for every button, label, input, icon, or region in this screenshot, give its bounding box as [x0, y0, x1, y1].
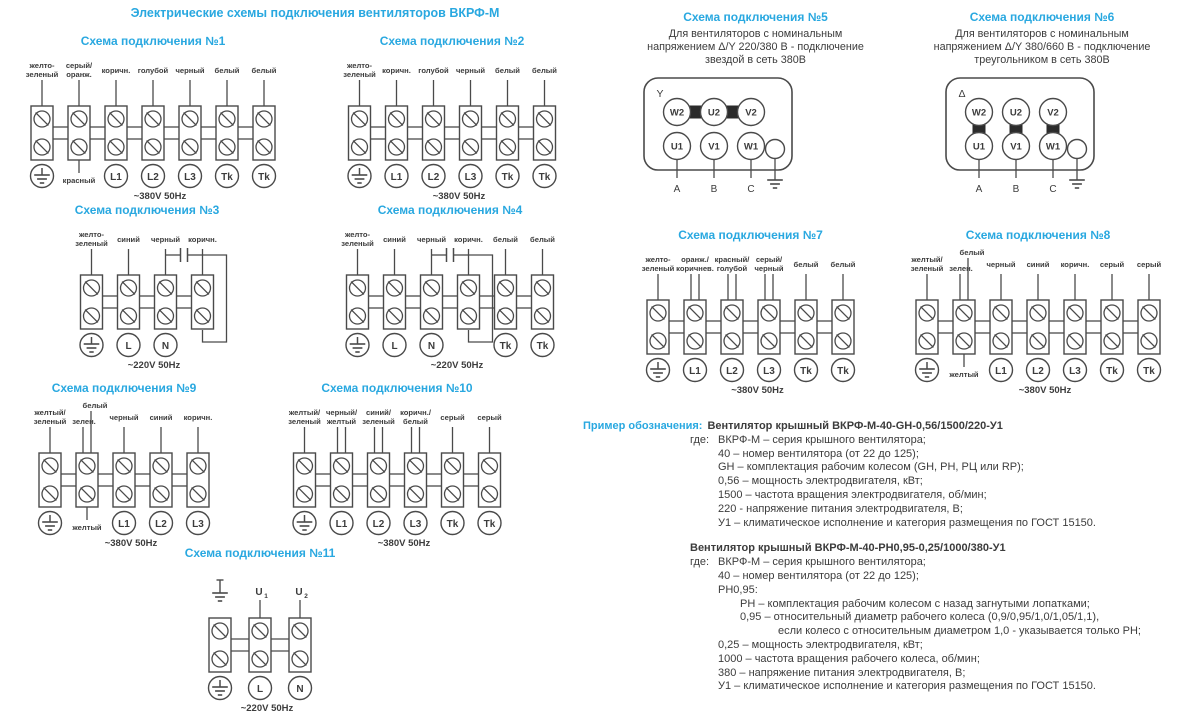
- designation-label: Пример обозначения:: [583, 420, 703, 432]
- wire-label: оранж./: [681, 255, 709, 264]
- scheme-8-title: Схема подключения №8: [965, 228, 1111, 242]
- designation-line: 220 - напряжение питания электродвигателя, В;: [718, 502, 963, 515]
- terminal-designation-label: L3: [1069, 365, 1081, 377]
- voltage-label: ~380V 50Hz: [377, 538, 431, 549]
- motor-terminal-label: V2: [745, 107, 757, 119]
- ground-circle-icon: [647, 359, 670, 382]
- terminal-designation-label: L1: [335, 518, 348, 530]
- voltage-label: ~380V 50Hz: [432, 191, 486, 202]
- designation-line: У1 – климатическое исполнение и категория размещения по ГОСТ 15150.: [718, 680, 1096, 693]
- terminal-designation-label: Tk: [536, 340, 549, 352]
- scheme-8: [893, 228, 1183, 398]
- wire-label: серый: [440, 413, 465, 422]
- terminal-designation-label: L1: [995, 365, 1007, 377]
- terminal-designation-label: Tk: [837, 365, 849, 377]
- designation-example-2-lines: [718, 556, 1183, 694]
- terminal-designation-label: L2: [147, 171, 159, 183]
- wire-label: коричн.: [454, 235, 483, 244]
- scheme-6: [900, 10, 1184, 206]
- scheme-7: [598, 228, 903, 398]
- wire-label: желто-: [78, 230, 105, 239]
- wire-label: белый: [530, 235, 555, 244]
- wire-label: белый: [532, 66, 557, 75]
- motor-terminal-label: W2: [971, 107, 987, 119]
- wire-label: белый: [959, 248, 985, 257]
- voltage-label: ~220V 50Hz: [127, 360, 181, 371]
- scheme-10-diagram: [278, 399, 516, 551]
- ground-circle-icon: [209, 677, 232, 700]
- ground-circle-icon: [31, 165, 54, 188]
- wire-label: серый: [1136, 260, 1162, 269]
- wire-label: коричн.: [382, 66, 411, 75]
- designation-line: У1 – климатическое исполнение и категория размещения по ГОСТ 15150.: [718, 516, 1096, 529]
- designation-line: 1500 – частота вращения электродвигателя, об/мин;: [718, 488, 987, 501]
- wire-label: белый: [830, 260, 856, 269]
- motor-terminal-label: W1: [743, 141, 759, 153]
- scheme-5-description: [608, 28, 903, 67]
- phase-label: B: [1012, 184, 1020, 195]
- motor-terminal-label: U1: [972, 141, 986, 153]
- scheme-7-diagram: [598, 246, 903, 398]
- wire-label: красный/: [714, 255, 750, 264]
- designation-line: если колесо с относительным диаметром 1,0 - указывается только РН;: [778, 625, 1141, 638]
- designation-example-2-title: Вентилятор крышный ВКРФ-М-40-РН0,95-0,25/1000/380-У1: [690, 542, 1006, 555]
- designation-line: 40 – номер вентилятора (от 22 до 125);: [718, 447, 919, 460]
- wire-label: синий: [1026, 260, 1050, 269]
- phase-label: A: [975, 184, 983, 195]
- scheme-1-diagram: [8, 52, 298, 204]
- designation-line: 1000 – частота вращения рабочего колеса, об/мин;: [718, 652, 980, 665]
- terminal-designation-label: Tk: [800, 365, 812, 377]
- designation-example-2: [583, 542, 1183, 694]
- designation-block: [583, 420, 1183, 694]
- phase-label: A: [673, 184, 681, 195]
- motor-terminal-label: V1: [1010, 141, 1022, 153]
- terminal-designation-label: Tk: [221, 171, 233, 183]
- wire-label: черный: [986, 260, 1016, 269]
- wire-label: зеленый: [343, 70, 376, 79]
- terminal-designation-label: Tk: [483, 518, 496, 530]
- scheme-2: [328, 34, 576, 204]
- motor-terminal-label: V1: [708, 141, 720, 153]
- wire-label: красный: [62, 176, 96, 185]
- terminal-designation-label: N: [296, 683, 304, 695]
- terminal-designation-label: Tk: [1106, 365, 1118, 377]
- connection-type-label: Y: [656, 88, 664, 100]
- scheme-4-diagram: [325, 221, 575, 373]
- terminal-designation-label: L3: [409, 518, 422, 530]
- designation-line: ВКРФ-М – серия крышного вентилятора;: [718, 556, 926, 569]
- wire-label: желто-: [344, 230, 371, 239]
- scheme-5: [608, 10, 903, 206]
- scheme-11: [150, 546, 370, 716]
- motor-terminal-label: U2: [1009, 107, 1023, 119]
- terminal-designation-label: L2: [1032, 365, 1044, 377]
- scheme-4-title: Схема подключения №4: [377, 203, 523, 217]
- terminal-designation-label: Tk: [446, 518, 459, 530]
- phase-label: C: [747, 184, 755, 195]
- scheme-10-title: Схема подключения №10: [321, 381, 473, 395]
- wire-label: голубой: [716, 264, 748, 273]
- wire-label: зеленый: [910, 264, 944, 273]
- terminal-designation-label: Tk: [538, 171, 551, 183]
- wire-label: желтый/: [34, 408, 66, 417]
- wire-label: желтый: [949, 370, 979, 379]
- scheme-6-desc-line: треугольником в сеть 380В: [974, 54, 1110, 66]
- wire-label: оранж.: [66, 70, 92, 79]
- wire-label: зеленый: [341, 239, 374, 248]
- motor-terminal-label: V2: [1047, 107, 1059, 119]
- wire-label-sub: 2: [304, 593, 308, 600]
- scheme-5-title: Схема подключения №5: [683, 10, 828, 24]
- scheme-6-diagram: [900, 74, 1184, 206]
- wire-label: серый: [477, 413, 502, 422]
- designation-line: 380 – напряжение питания электродвигателя, В;: [718, 666, 966, 679]
- designation-example-2-body: [690, 556, 1183, 694]
- motor-terminal-label: W1: [1045, 141, 1061, 153]
- ground-circle-icon: [80, 334, 103, 357]
- terminal-designation-label: Tk: [1143, 365, 1155, 377]
- wire-label: U: [255, 587, 263, 598]
- wire-label: синий: [383, 235, 406, 244]
- wire-label: белый: [214, 66, 240, 75]
- terminal-designation-label: L: [391, 340, 398, 352]
- terminal-designation-label: N: [427, 340, 436, 352]
- scheme-3: [28, 203, 266, 373]
- wire-label: черный: [416, 235, 447, 244]
- wire-label: желтый/: [911, 255, 943, 264]
- wire-label: коричн.: [1060, 260, 1090, 269]
- scheme-4: [325, 203, 575, 373]
- terminal-designation-label: Tk: [499, 340, 512, 352]
- empty-terminal: [766, 140, 785, 159]
- designation-line: 0,56 – мощность электродвигателя, кВт;: [718, 475, 923, 488]
- wire-label: зелен.: [72, 417, 96, 426]
- wire-label: черный: [754, 264, 784, 273]
- scheme-10: [278, 381, 516, 551]
- scheme-5-desc-line: Для вентиляторов с номинальным: [668, 28, 843, 40]
- scheme-3-title: Схема подключения №3: [74, 203, 220, 217]
- terminal-designation-label: L1: [689, 365, 701, 377]
- wire-label: голубой: [137, 66, 169, 75]
- scheme-6-title: Схема подключения №6: [969, 10, 1115, 24]
- scheme-9: [8, 381, 240, 551]
- scheme-5-desc-line: напряжением Δ/Y 220/380 В - подключение: [647, 41, 864, 53]
- wire-label: черный: [455, 66, 486, 75]
- wire-label: желтый: [72, 523, 102, 532]
- wire-label: коричн.: [188, 235, 217, 244]
- connection-type-label: Δ: [958, 88, 966, 100]
- phase-label: B: [710, 184, 718, 195]
- wire-label: зеленый: [641, 264, 675, 273]
- wire-label: зеленый: [75, 239, 108, 248]
- wire-label: черный: [150, 235, 181, 244]
- wire-label: желто-: [645, 255, 671, 264]
- ground-circle-icon: [916, 359, 939, 382]
- wire-label: белый: [403, 417, 428, 426]
- wire-label: белый: [493, 235, 518, 244]
- scheme-1-title: Схема подключения №1: [80, 34, 226, 48]
- terminal-designation-label: N: [161, 340, 170, 352]
- wire-label: синий: [117, 235, 140, 244]
- wire-label: черный/: [325, 408, 358, 417]
- wire-label: серый/: [65, 61, 93, 70]
- wire-label-sub: 1: [264, 593, 268, 600]
- wire-label: коричн.: [183, 413, 213, 422]
- wire-label: белый: [251, 66, 277, 75]
- terminal-designation-label: L3: [192, 518, 204, 530]
- designation-example-1: [583, 420, 1183, 434]
- voltage-label: ~380V 50Hz: [133, 191, 187, 202]
- wire-label: зеленый: [362, 417, 395, 426]
- phase-label: C: [1049, 184, 1057, 195]
- terminal-designation-label: L3: [184, 171, 196, 183]
- scheme-5-desc-line: звездой в сеть 380В: [705, 54, 806, 66]
- voltage-label: ~380V 50Hz: [731, 385, 784, 396]
- terminal-designation-label: Tk: [258, 171, 270, 183]
- where-label: где:: [690, 433, 710, 446]
- wire-label: белый: [793, 260, 819, 269]
- wire-label: белый: [82, 401, 108, 410]
- terminal-designation-label: L: [256, 683, 264, 695]
- terminal-designation-label: L: [125, 340, 132, 352]
- scheme-1: [8, 34, 298, 204]
- ground-circle-icon: [346, 334, 369, 357]
- designation-example-1-body: [690, 434, 1183, 531]
- terminal-designation-label: L1: [390, 171, 403, 183]
- voltage-label: ~220V 50Hz: [240, 703, 294, 714]
- wire-label: коричн.: [101, 66, 131, 75]
- terminal-designation-label: L2: [155, 518, 167, 530]
- designation-line: GH – комплектация рабочим колесом (GH, РН, РЦ или RP);: [718, 461, 1024, 474]
- wire-label: зелен.: [949, 264, 973, 273]
- wire-label: черный: [109, 413, 139, 422]
- scheme-9-diagram: [8, 399, 240, 551]
- terminal-designation-label: L1: [110, 171, 122, 183]
- designation-line: 0,25 – мощность электродвигателя, кВт;: [718, 638, 923, 651]
- scheme-6-description: [900, 28, 1184, 67]
- wire-label: серый: [1099, 260, 1125, 269]
- motor-terminal-label: U1: [670, 141, 684, 153]
- scheme-2-title: Схема подключения №2: [379, 34, 525, 48]
- ground-circle-icon: [39, 512, 62, 535]
- scheme-11-diagram: [150, 564, 370, 716]
- scheme-6-desc-line: Для вентиляторов с номинальным: [955, 28, 1129, 40]
- page-title: Электрические схемы подключения вентиляторов ВКРФ-М: [130, 6, 500, 20]
- wire-label: синий: [149, 413, 173, 422]
- designation-line: ВКРФ-М – серия крышного вентилятора;: [718, 433, 926, 446]
- wire-label: зеленый: [288, 417, 321, 426]
- terminal-designation-label: L2: [372, 518, 385, 530]
- scheme-6-desc-line: напряжением Δ/Y 380/660 В - подключение: [933, 41, 1151, 53]
- scheme-3-diagram: [28, 221, 266, 373]
- terminal-designation-label: L1: [118, 518, 130, 530]
- empty-terminal: [1068, 140, 1087, 159]
- designation-example-1-title: Вентилятор крышный ВКРФ-М-40-GH-0,56/1500/220-У1: [707, 420, 1003, 432]
- voltage-label: ~380V 50Hz: [1018, 385, 1072, 396]
- wire-label: голубой: [418, 66, 449, 75]
- wire-label: зеленый: [33, 417, 67, 426]
- wire-label: черный: [175, 66, 205, 75]
- designation-line: РН0,95:: [718, 583, 758, 596]
- designation-line: РН – комплектация рабочим колесом с назад загнутыми лопатками;: [740, 597, 1090, 610]
- scheme-11-title: Схема подключения №11: [184, 546, 336, 560]
- scheme-7-title: Схема подключения №7: [678, 228, 823, 242]
- wire-label: синий/: [366, 408, 391, 417]
- scheme-9-title: Схема подключения №9: [51, 381, 197, 395]
- wire-label: желтый/: [288, 408, 321, 417]
- voltage-label: ~380V 50Hz: [104, 538, 158, 549]
- wire-label: серый/: [755, 255, 783, 264]
- terminal-designation-label: L2: [726, 365, 738, 377]
- wire-label: желтый: [326, 417, 357, 426]
- terminal-designation-label: L3: [763, 365, 775, 377]
- motor-terminal-label: U2: [707, 107, 721, 119]
- motor-terminal-label: W2: [669, 107, 685, 119]
- terminal-designation-label: Tk: [501, 171, 514, 183]
- scheme-8-diagram: [893, 246, 1183, 398]
- ground-circle-icon: [293, 512, 316, 535]
- terminal-designation-label: L2: [427, 171, 440, 183]
- designation-line: 40 – номер вентилятора (от 22 до 125);: [718, 569, 919, 582]
- ground-circle-icon: [348, 165, 371, 188]
- voltage-label: ~220V 50Hz: [430, 360, 484, 371]
- wire-label: зеленый: [25, 70, 59, 79]
- wire-label: коричн./: [400, 408, 431, 417]
- designation-example-1-lines: [718, 434, 1183, 531]
- designation-line: 0,95 – относительный диаметр рабочего колеса (0,9/0,95/1,0/1,05/1,1),: [740, 611, 1100, 624]
- wire-label: коричнев.: [676, 264, 714, 273]
- wire-label: желто-: [346, 61, 373, 70]
- wire-label: U: [295, 587, 303, 598]
- terminal-designation-label: L3: [464, 171, 477, 183]
- scheme-2-diagram: [328, 52, 576, 204]
- where-label: где:: [690, 556, 710, 569]
- wire-label: желто-: [29, 61, 55, 70]
- wire-label: белый: [495, 66, 520, 75]
- scheme-5-diagram: [608, 74, 903, 206]
